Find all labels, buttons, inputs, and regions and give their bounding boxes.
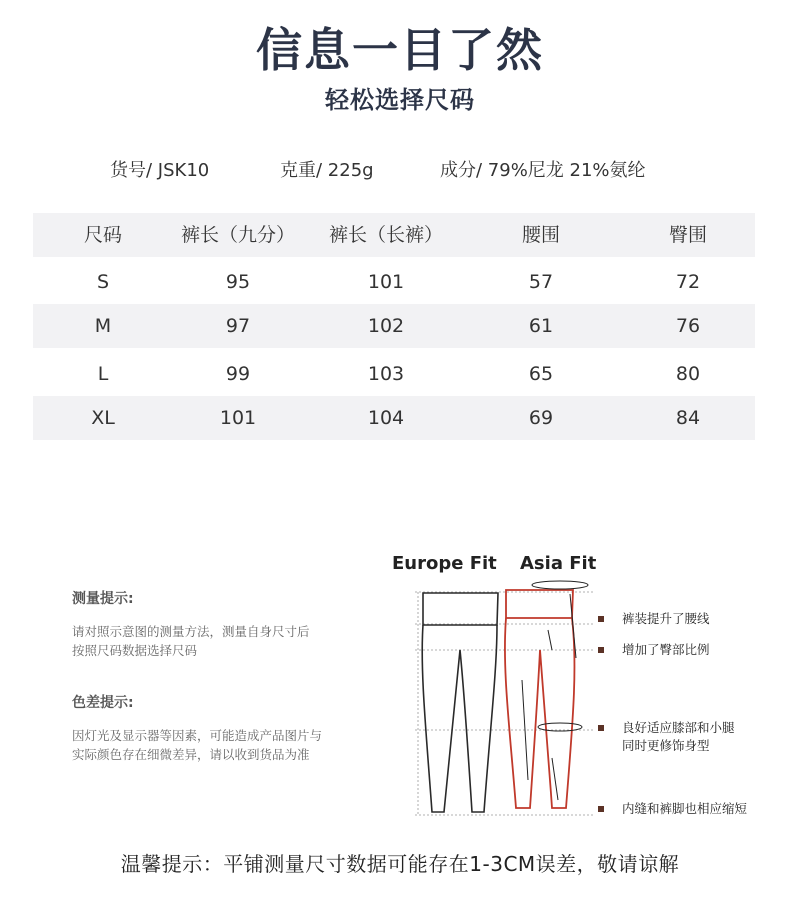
page-subtitle: 轻松选择尺码: [325, 86, 475, 114]
tips-section: [72, 588, 392, 764]
europe-fit-label: Europe Fit: [392, 553, 497, 574]
cell-length-full: 104: [367, 407, 405, 429]
annotation-knee: 良好适应膝部和小腿: [622, 720, 735, 735]
cell-hip: 72: [675, 271, 701, 293]
annotation-hip: 增加了臀部比例: [622, 642, 710, 657]
cell-waist: 69: [528, 407, 554, 429]
header-length-cropped: 裤长（九分）: [180, 224, 295, 246]
asia-leggings-outline: [505, 590, 575, 808]
cell-length-full: 103: [367, 363, 405, 385]
footer-note: 温馨提示：平铺测量尺寸数据可能存在1-3CM误差，敬请谅解: [120, 852, 680, 876]
bullet-icon: [598, 725, 604, 731]
cell-length-cropped: 99: [225, 363, 251, 385]
cell-length-full: 101: [367, 271, 405, 293]
table-row: [33, 304, 755, 348]
table-row: [33, 352, 755, 396]
size-table: [33, 213, 755, 440]
cell-hip: 76: [675, 315, 701, 337]
cell-size: M: [94, 315, 112, 337]
asia-fit-label: Asia Fit: [520, 553, 597, 574]
table-row: [33, 260, 755, 304]
cell-size: XL: [91, 407, 115, 429]
cell-length-cropped: 101: [219, 407, 257, 429]
cell-hip: 80: [675, 363, 701, 385]
measure-tip-text: 请对照示意图的测量方法，测量自身尺寸后: [72, 624, 310, 639]
weight-info: 克重/ 225g: [280, 160, 374, 181]
cell-length-cropped: 95: [225, 271, 251, 293]
material-info: 成分/ 79%尼龙 21%氨纶: [440, 160, 646, 181]
header-size: 尺码: [83, 224, 122, 246]
cell-size: L: [97, 363, 109, 385]
item-number: 货号/ JSK10: [110, 160, 210, 181]
header-waist: 腰围: [521, 224, 560, 246]
table-header-row: [33, 213, 755, 257]
product-info-row: [0, 156, 800, 186]
annotation-waist: 裤装提升了腰线: [622, 611, 710, 626]
annotation-hem: 内缝和裤脚也相应缩短: [622, 801, 748, 816]
measure-tip-text-2: 按照尺码数据选择尺码: [72, 643, 198, 658]
header-length-full: 裤长（长裤）: [328, 224, 443, 246]
bullet-icon: [598, 616, 604, 622]
color-tip-title: 色差提示:: [72, 695, 134, 711]
fit-diagram: [400, 580, 600, 835]
europe-leggings-outline: [422, 593, 498, 812]
annotation-knee-2: 同时更修饰身型: [622, 738, 710, 753]
page-title: 信息一目了然: [256, 23, 544, 77]
table-row: [33, 396, 755, 440]
cell-waist: 61: [528, 315, 554, 337]
color-tip-text: 因灯光及显示器等因素，可能造成产品图片与: [72, 728, 323, 743]
cell-length-cropped: 97: [225, 315, 251, 337]
cell-length-full: 102: [367, 315, 405, 337]
color-tip-text-2: 实际颜色存在细微差异，请以收到货品为准: [72, 747, 310, 762]
bullet-icon: [598, 647, 604, 653]
cell-hip: 84: [675, 407, 701, 429]
cell-size: S: [96, 271, 110, 293]
bullet-icon: [598, 806, 604, 812]
measure-tip-title: 测量提示:: [72, 591, 134, 607]
cell-waist: 57: [528, 271, 554, 293]
cell-waist: 65: [528, 363, 554, 385]
header-hip: 臀围: [668, 224, 707, 246]
